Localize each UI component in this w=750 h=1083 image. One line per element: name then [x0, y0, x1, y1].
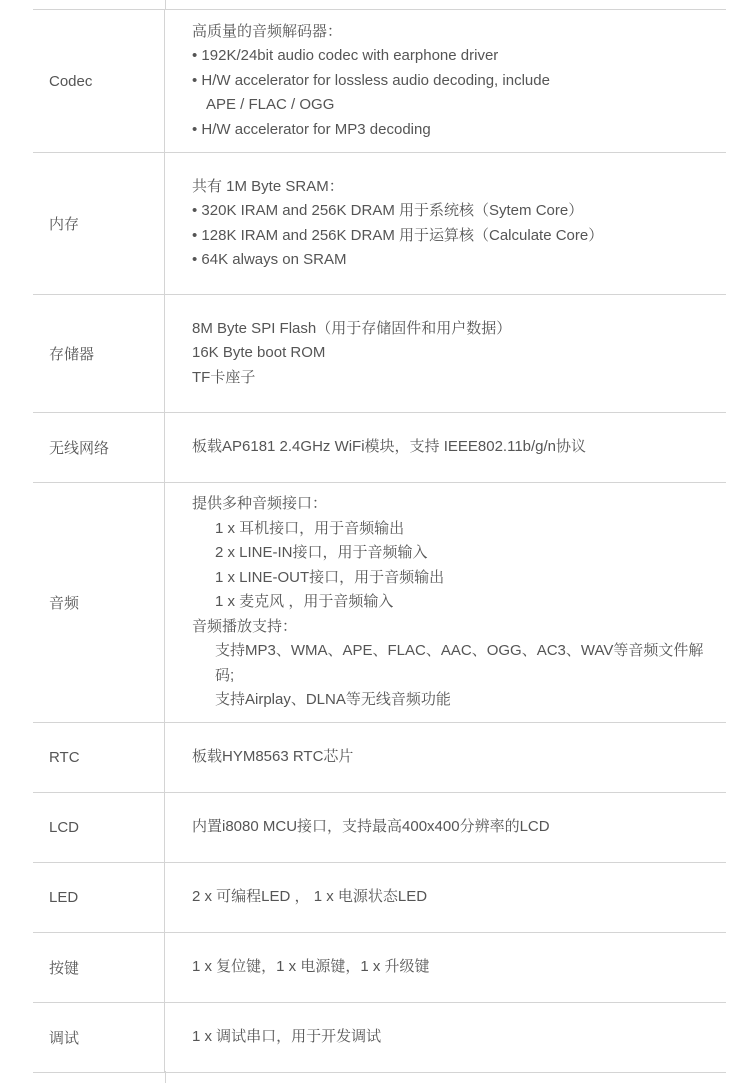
table-row-wireless	[33, 413, 726, 483]
value-line: • H/W accelerator for lossless audio decoding, include	[192, 71, 550, 89]
row-value	[165, 863, 726, 932]
value-line: 1 x 调试串口，用于开发调试	[192, 1028, 382, 1046]
row-value	[165, 793, 726, 862]
value-line: 板载AP6181 2.4GHz WiFi模块，支持 IEEE802.11b/g/n协议	[192, 438, 587, 456]
row-label: 音频	[33, 483, 165, 722]
table-row-buttons	[33, 933, 726, 1003]
value-line: APE / FLAC / OGG	[206, 96, 335, 114]
value-line: 音频播放支持：	[192, 617, 298, 635]
row-value	[165, 483, 726, 722]
table-row-debug	[33, 1003, 726, 1073]
value-line: 2 x 可编程LED ， 1 x 电源状态LED	[192, 888, 428, 906]
value-line: • 128K IRAM and 256K DRAM 用于运算核（Calculate Core）	[192, 226, 604, 244]
value-line: 8M Byte SPI Flash（用于存储固件和用户数据）	[192, 319, 512, 337]
table-row-memory	[33, 153, 726, 295]
row-label: 内存	[33, 153, 165, 294]
row-value	[165, 933, 726, 1002]
row-label: RTC	[33, 723, 165, 792]
value-line: • 192K/24bit audio codec with earphone driver	[192, 47, 499, 65]
row-value	[165, 10, 726, 152]
row-value	[165, 723, 726, 792]
table-row-audio	[33, 483, 726, 723]
value-line: • 320K IRAM and 256K DRAM 用于系统核（Sytem Core）	[192, 202, 584, 219]
value-line: 1 x LINE-OUT接口，用于音频输出	[215, 568, 445, 586]
value-line: 2 x LINE-IN接口，用于音频输入	[215, 544, 428, 562]
table-row-codec	[33, 10, 726, 153]
row-value	[165, 413, 726, 482]
table-row-rtc	[33, 723, 726, 793]
value-line: 1 x 麦克风 ，用于音频输入	[215, 593, 394, 611]
table-bottom-divider-stub	[165, 1071, 166, 1083]
spec-table	[33, 9, 726, 1073]
value-line: • H/W accelerator for MP3 decoding	[192, 120, 431, 138]
table-row-storage	[33, 295, 726, 413]
value-line: 共有 1M Byte SRAM：	[192, 177, 344, 195]
row-label: Codec	[33, 10, 165, 152]
row-label: 按键	[33, 933, 165, 1002]
row-label: 无线网络	[33, 413, 165, 482]
row-label: LED	[33, 863, 165, 932]
value-line: 支持MP3、WMA、APE、FLAC、AAC、OGG、AC3、WAV等音频文件解码;	[215, 642, 704, 684]
value-line: 支持Airplay、DLNA等无线音频功能	[215, 691, 451, 709]
table-row-led	[33, 863, 726, 933]
row-value	[165, 295, 726, 412]
table-row-lcd	[33, 793, 726, 863]
value-line: 内置i8080 MCU接口，支持最高400x400分辨率的LCD	[192, 818, 550, 836]
row-label: 存储器	[33, 295, 165, 412]
row-label: 调试	[33, 1003, 165, 1072]
value-line: 板载HYM8563 RTC芯片	[192, 748, 354, 766]
value-line: 提供多种音频接口：	[192, 495, 328, 513]
value-line: 16K Byte boot ROM	[192, 344, 326, 362]
value-line: 1 x 耳机接口，用于音频输出	[215, 519, 405, 537]
value-line: 1 x 复位键，1 x 电源键，1 x 升级键	[192, 958, 430, 976]
row-value	[165, 153, 726, 294]
row-label: LCD	[33, 793, 165, 862]
value-line: TF卡座子	[192, 368, 256, 386]
value-line: • 64K always on SRAM	[192, 251, 347, 268]
value-line: 高质量的音频解码器：	[192, 22, 343, 40]
row-value	[165, 1003, 726, 1072]
